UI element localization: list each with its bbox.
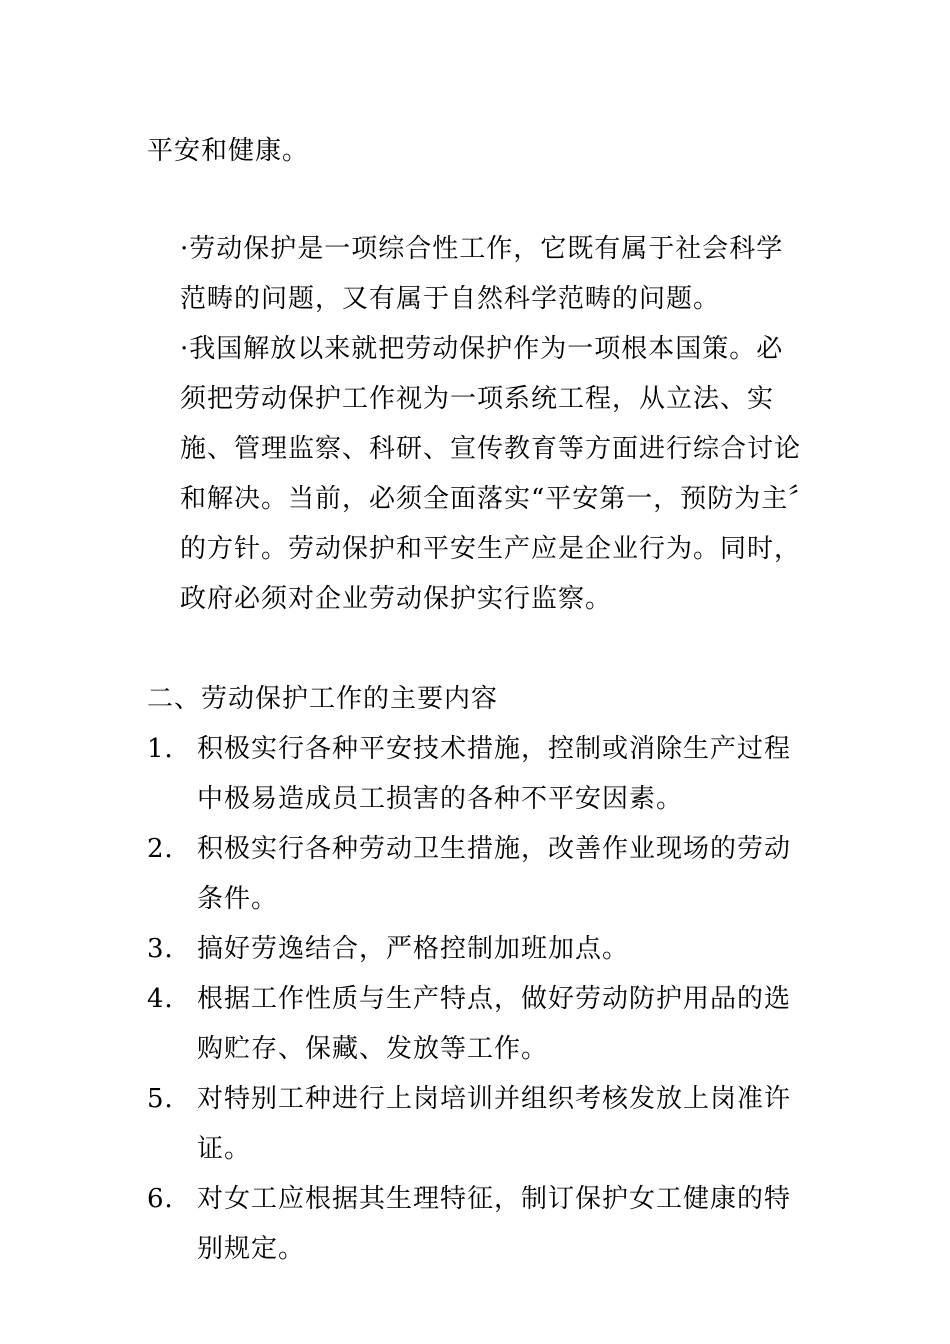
list-item	[147, 1174, 817, 1274]
list-item	[147, 824, 817, 924]
list-item-text: 对特别工种进行上岗培训并组织考核发放上岗准许证。	[197, 1084, 792, 1164]
bullet-paragraph: ·劳动保护是一项综合性工作，它既有属于社会科学范畴的问题，又有属于自然科学范畴的问题。	[180, 234, 784, 314]
list-item	[147, 924, 817, 974]
list-item-text: 对女工应根据其生理特征，制订保护女工健康的特别规定。	[197, 1184, 792, 1264]
list-item	[147, 724, 817, 824]
bullet-list	[180, 224, 810, 624]
list-item-number: 5．	[147, 1084, 192, 1114]
section-heading: 二、劳动保护工作的主要内容	[147, 684, 499, 714]
list-item-text: 搞好劳逸结合，严格控制加班加点。	[197, 934, 630, 964]
list-item-number: 2．	[147, 834, 192, 864]
list-item-text: 积极实行各种平安技术措施，控制或消除生产过程中极易造成员工损害的各种不平安因素。	[197, 734, 792, 814]
numbered-list	[147, 724, 817, 1274]
list-item-text: 根据工作性质与生产特点，做好劳动防护用品的选购贮存、保藏、发放等工作。	[197, 984, 792, 1064]
list-item	[147, 974, 817, 1074]
list-item-number: 1．	[147, 734, 192, 764]
list-item-number: 4．	[147, 984, 192, 1014]
list-item	[147, 1074, 817, 1174]
list-item-number: 3．	[147, 934, 192, 964]
bullet-paragraph: ·我国解放以来就把劳动保护作为一项根本国策。必须把劳动保护工作视为一项系统工程，从立法、实施、管理监察、科研、宣传教育等方面进行综合讨论和解决。当前，必须全面落实“平安第一，预防为主〞的方针。劳动保护和平安生产应是企业行为。同时，政府必须对企业劳动保护实行监察。	[180, 334, 803, 614]
intro-text: 平安和健康。	[147, 136, 310, 166]
list-item-text: 积极实行各种劳动卫生措施，改善作业现场的劳动条件。	[197, 834, 792, 914]
list-item-number: 6．	[147, 1184, 192, 1214]
